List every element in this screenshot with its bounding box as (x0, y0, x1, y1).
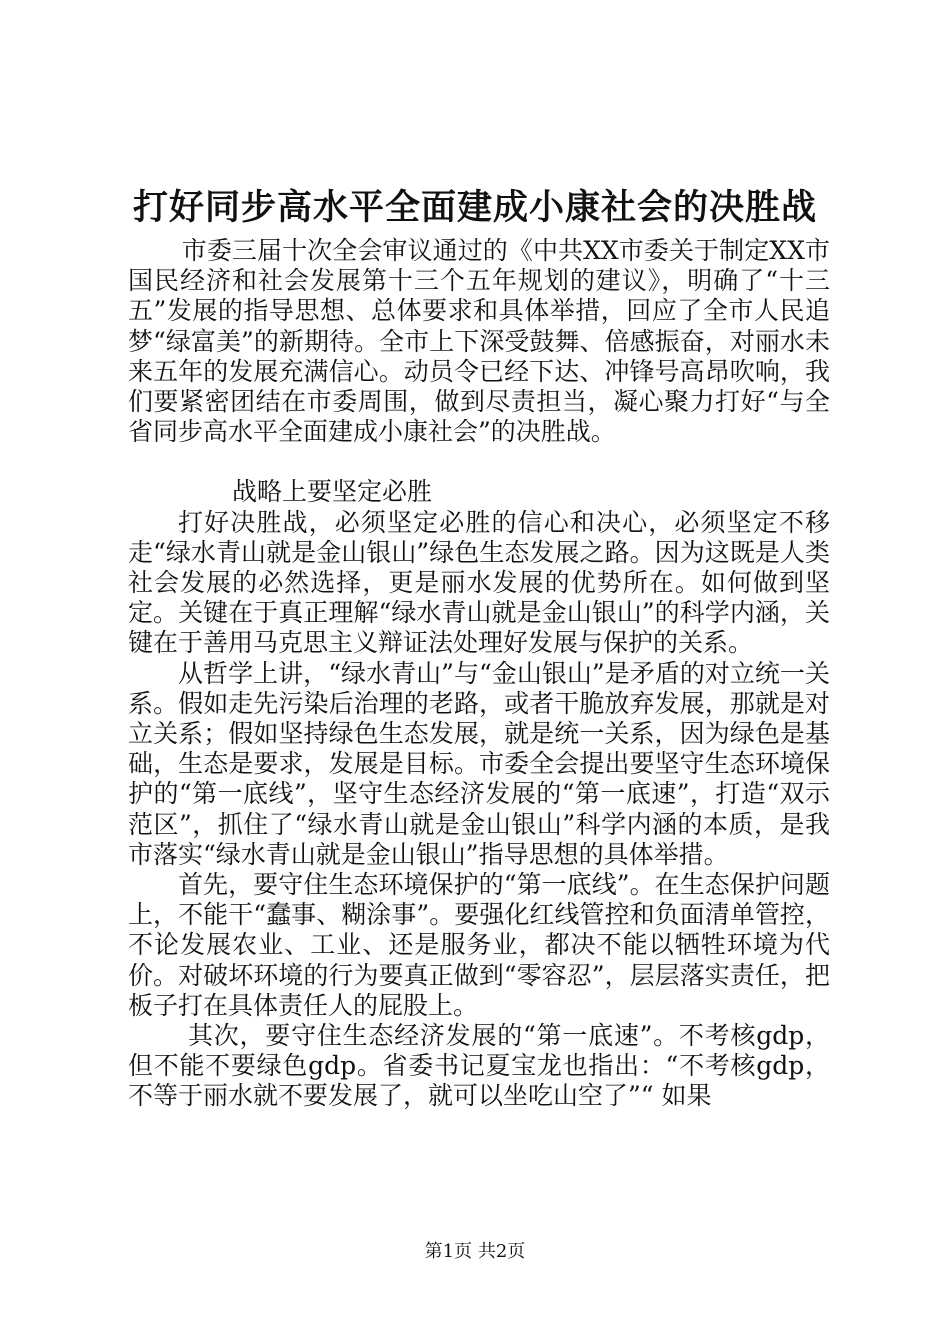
document-title: 打好同步高水平全面建成小康社会的决胜战 (132, 187, 817, 228)
paragraph-philosophy: 从哲学上讲，“绿水青山”与“金山银山”是矛盾的对立统一关系。假如走先污染后治理的老路，或者干脆放弃发展，那就是对立关系；假如坚持绿色生态发展，就是统一关系，因为绿色是基础，生态是要求，发展是目标。市委全会提出要坚守生态环境保护的“第一底线”，坚守生态经济发展的“第一底速”，打造“双示范区”，抓住了“绿水青山就是金山银山”科学内涵的本质，是我市落实“绿水青山就是金山银山”指导思想的具体举措。 (128, 658, 830, 869)
paragraph-first-bottom-line: 首先，要守住生态环境保护的“第一底线”。在生态保护问题上，不能干“蠢事、糊涂事”。要强化红线管控和负面清单管控，不论发展农业、工业、还是服务业，都决不能以牺牲环境为代价。对破坏环境的行为要真正做到“零容忍”，层层落实责任，把板子打在具体责任人的屁股上。 (128, 870, 830, 1020)
paragraph-intro: 市委三届十次全会审议通过的《中共XX市委关于制定XX市国民经济和社会发展第十三个五年规划的建议》，明确了“十三五”发展的指导思想、总体要求和具体举措，回应了全市人民追梦“绿富美”的新期待。全市上下深受鼓舞、倍感振奋，对丽水未来五年的发展充满信心。动员令已经下达、冲锋号高昂吹响，我们要紧密团结在市委周围，做到尽责担当，凝心聚力打好“与全省同步高水平全面建成小康社会”的决胜战。 (128, 236, 830, 447)
paragraph-first-bottom-speed: 其次，要守住生态经济发展的“第一底速”。不考核gdp，但不能不要绿色gdp。省委书记夏宝龙也指出：“不考核gdp，不等于丽水就不要发展了，就可以坐吃山空了”“ 如果 (128, 1021, 830, 1111)
paragraph-resolve: 打好决胜战，必须坚定必胜的信心和决心，必须坚定不移走“绿水青山就是金山银山”绿色生态发展之路。因为这既是人类社会发展的必然选择，更是丽水发展的优势所在。如何做到坚定。关键在于真正理解“绿水青山就是金山银山”的科学内涵，关键在于善用马克思主义辩证法处理好发展与保护的关系。 (128, 507, 830, 658)
page-number-footer: 第1页 共2页 (424, 1241, 526, 1262)
section-heading: 战略上要坚定必胜 (232, 477, 433, 507)
document-body (128, 236, 830, 1112)
